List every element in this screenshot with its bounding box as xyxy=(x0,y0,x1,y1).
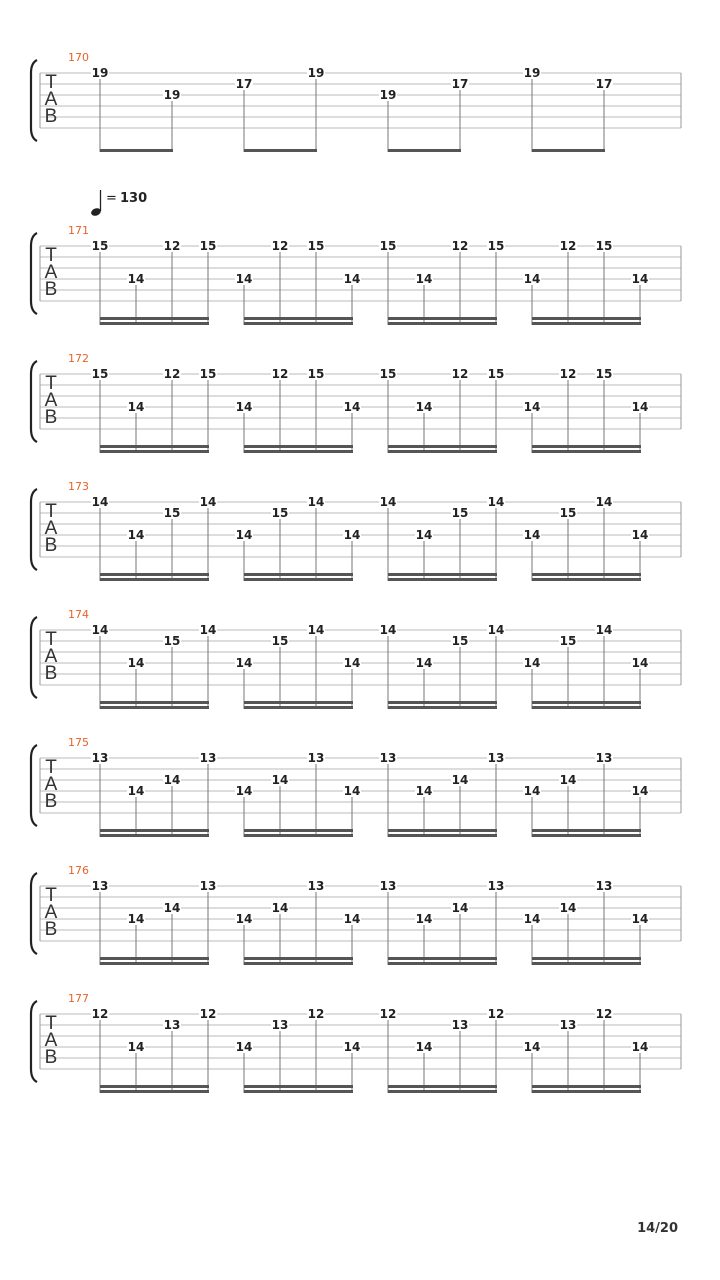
tab-clef-letter: T xyxy=(45,629,57,650)
fret-number: 14 xyxy=(379,495,397,509)
beam-primary xyxy=(244,149,317,152)
beam-primary xyxy=(388,149,461,152)
fret-number: 15 xyxy=(199,239,217,253)
fret-number: 14 xyxy=(235,784,253,798)
fret-number: 14 xyxy=(235,400,253,414)
fret-number: 13 xyxy=(91,751,109,765)
fret-number: 12 xyxy=(451,239,469,253)
fret-number: 13 xyxy=(307,751,325,765)
fret-number: 14 xyxy=(91,623,109,637)
measure-number: 175 xyxy=(68,736,89,749)
beam-secondary xyxy=(388,573,497,576)
fret-number: 14 xyxy=(343,272,361,286)
system-brace xyxy=(31,233,37,314)
fret-number: 15 xyxy=(451,506,469,520)
tab-clef-letter: A xyxy=(44,89,58,110)
fret-number: 14 xyxy=(631,400,649,414)
measure-number: 172 xyxy=(68,352,89,365)
tab-clef-letter: B xyxy=(44,1047,58,1068)
fret-number: 13 xyxy=(199,879,217,893)
fret-number: 12 xyxy=(163,367,181,381)
fret-number: 13 xyxy=(307,879,325,893)
fret-number: 14 xyxy=(127,784,145,798)
measure-number: 174 xyxy=(68,608,89,621)
fret-number: 14 xyxy=(127,528,145,542)
beam-primary xyxy=(388,834,497,837)
tab-clef-letter: B xyxy=(44,791,58,812)
fret-number: 14 xyxy=(343,656,361,670)
fret-number: 14 xyxy=(343,528,361,542)
fret-number: 13 xyxy=(199,751,217,765)
fret-number: 13 xyxy=(91,879,109,893)
fret-number: 12 xyxy=(91,1007,109,1021)
fret-number: 12 xyxy=(307,1007,325,1021)
fret-number: 14 xyxy=(559,901,577,915)
beam-primary xyxy=(100,149,173,152)
beam-primary xyxy=(532,1090,641,1093)
beam-secondary xyxy=(388,317,497,320)
fret-number: 14 xyxy=(487,495,505,509)
fret-number: 14 xyxy=(415,400,433,414)
beam-secondary xyxy=(244,445,353,448)
fret-number: 14 xyxy=(235,528,253,542)
fret-number: 12 xyxy=(559,239,577,253)
beam-primary xyxy=(244,1090,353,1093)
beam-primary xyxy=(100,322,209,325)
system-brace xyxy=(31,60,37,141)
fret-number: 12 xyxy=(451,367,469,381)
fret-number: 14 xyxy=(415,528,433,542)
fret-number: 19 xyxy=(307,66,325,80)
fret-number: 14 xyxy=(127,400,145,414)
beam-primary xyxy=(532,578,641,581)
fret-number: 14 xyxy=(235,912,253,926)
fret-number: 14 xyxy=(631,912,649,926)
beam-secondary xyxy=(100,317,209,320)
beam-secondary xyxy=(532,829,641,832)
beam-primary xyxy=(244,962,353,965)
fret-number: 17 xyxy=(595,77,613,91)
beam-primary xyxy=(388,706,497,709)
fret-number: 14 xyxy=(271,901,289,915)
fret-number: 14 xyxy=(487,623,505,637)
beam-primary xyxy=(532,962,641,965)
fret-number: 15 xyxy=(163,634,181,648)
fret-number: 14 xyxy=(235,272,253,286)
tab-clef-letter: T xyxy=(45,245,57,266)
fret-number: 14 xyxy=(235,656,253,670)
beam-secondary xyxy=(532,701,641,704)
tab-clef-letter: B xyxy=(44,279,58,300)
beam-secondary xyxy=(100,957,209,960)
beam-secondary xyxy=(532,573,641,576)
tab-clef-letter: A xyxy=(44,646,58,667)
fret-number: 19 xyxy=(163,88,181,102)
fret-number: 14 xyxy=(631,1040,649,1054)
fret-number: 14 xyxy=(415,1040,433,1054)
fret-number: 14 xyxy=(523,912,541,926)
fret-number: 15 xyxy=(163,506,181,520)
beam-primary xyxy=(388,578,497,581)
beam-secondary xyxy=(532,317,641,320)
fret-number: 14 xyxy=(163,773,181,787)
fret-number: 14 xyxy=(415,272,433,286)
fret-number: 13 xyxy=(595,751,613,765)
beam-primary xyxy=(244,578,353,581)
fret-number: 14 xyxy=(523,784,541,798)
fret-number: 14 xyxy=(523,272,541,286)
beam-primary xyxy=(532,450,641,453)
fret-number: 14 xyxy=(631,784,649,798)
tab-clef-letter: A xyxy=(44,390,58,411)
fret-number: 14 xyxy=(343,912,361,926)
fret-number: 14 xyxy=(127,912,145,926)
fret-number: 13 xyxy=(559,1018,577,1032)
fret-number: 12 xyxy=(163,239,181,253)
fret-number: 14 xyxy=(307,623,325,637)
beam-primary xyxy=(100,834,209,837)
fret-number: 15 xyxy=(487,367,505,381)
fret-number: 15 xyxy=(559,506,577,520)
tab-clef-letter: T xyxy=(45,757,57,778)
tab-clef-letter: A xyxy=(44,262,58,283)
measure-number: 170 xyxy=(68,51,89,64)
measure-number: 171 xyxy=(68,224,89,237)
beam-secondary xyxy=(244,573,353,576)
measure-number: 173 xyxy=(68,480,89,493)
fret-number: 14 xyxy=(595,495,613,509)
fret-number: 14 xyxy=(631,528,649,542)
beam-secondary xyxy=(532,445,641,448)
beam-primary xyxy=(388,1090,497,1093)
beam-primary xyxy=(532,834,641,837)
beam-primary xyxy=(100,962,209,965)
system-brace xyxy=(31,745,37,826)
tab-clef-letter: A xyxy=(44,1030,58,1051)
fret-number: 14 xyxy=(415,656,433,670)
fret-number: 14 xyxy=(379,623,397,637)
fret-number: 12 xyxy=(379,1007,397,1021)
beam-secondary xyxy=(388,1085,497,1088)
fret-number: 14 xyxy=(199,495,217,509)
fret-number: 12 xyxy=(487,1007,505,1021)
fret-number: 15 xyxy=(91,239,109,253)
fret-number: 19 xyxy=(379,88,397,102)
beam-secondary xyxy=(244,829,353,832)
tab-clef-letter: T xyxy=(45,72,57,93)
system-brace xyxy=(31,1001,37,1082)
beam-primary xyxy=(100,706,209,709)
tab-clef-letter: B xyxy=(44,535,58,556)
beam-primary xyxy=(100,450,209,453)
fret-number: 15 xyxy=(271,506,289,520)
fret-number: 15 xyxy=(271,634,289,648)
beam-primary xyxy=(532,322,641,325)
fret-number: 19 xyxy=(91,66,109,80)
beam-primary xyxy=(532,706,641,709)
fret-number: 14 xyxy=(523,656,541,670)
tab-clef-letter: A xyxy=(44,902,58,923)
fret-number: 14 xyxy=(271,773,289,787)
beam-primary xyxy=(244,322,353,325)
beam-secondary xyxy=(100,445,209,448)
fret-number: 13 xyxy=(451,1018,469,1032)
beam-secondary xyxy=(100,829,209,832)
fret-number: 15 xyxy=(199,367,217,381)
fret-number: 14 xyxy=(415,784,433,798)
beam-secondary xyxy=(532,1085,641,1088)
measure-number: 177 xyxy=(68,992,89,1005)
fret-number: 13 xyxy=(271,1018,289,1032)
fret-number: 15 xyxy=(379,367,397,381)
fret-number: 14 xyxy=(127,656,145,670)
fret-number: 13 xyxy=(487,879,505,893)
beam-secondary xyxy=(244,957,353,960)
beam-primary xyxy=(244,706,353,709)
tab-clef-letter: B xyxy=(44,663,58,684)
fret-number: 14 xyxy=(343,784,361,798)
fret-number: 13 xyxy=(379,751,397,765)
fret-number: 15 xyxy=(595,367,613,381)
beam-secondary xyxy=(100,701,209,704)
fret-number: 12 xyxy=(199,1007,217,1021)
beam-primary xyxy=(244,450,353,453)
fret-number: 13 xyxy=(163,1018,181,1032)
tab-clef-letter: T xyxy=(45,373,57,394)
tab-clef-letter: T xyxy=(45,885,57,906)
beam-secondary xyxy=(244,317,353,320)
measure-number: 176 xyxy=(68,864,89,877)
fret-number: 12 xyxy=(595,1007,613,1021)
beam-primary xyxy=(100,1090,209,1093)
system-brace xyxy=(31,489,37,570)
beam-secondary xyxy=(244,701,353,704)
beam-secondary xyxy=(388,829,497,832)
beam-secondary xyxy=(532,957,641,960)
fret-number: 14 xyxy=(415,912,433,926)
tab-clef-letter: A xyxy=(44,774,58,795)
fret-number: 19 xyxy=(523,66,541,80)
beam-secondary xyxy=(388,701,497,704)
fret-number: 14 xyxy=(127,1040,145,1054)
fret-number: 15 xyxy=(91,367,109,381)
fret-number: 12 xyxy=(271,367,289,381)
fret-number: 14 xyxy=(307,495,325,509)
fret-number: 14 xyxy=(451,773,469,787)
beam-secondary xyxy=(388,957,497,960)
fret-number: 15 xyxy=(595,239,613,253)
page-number: 14/20 xyxy=(637,1221,678,1236)
fret-number: 14 xyxy=(343,400,361,414)
tab-clef-letter: T xyxy=(45,1013,57,1034)
tab-clef-letter: T xyxy=(45,501,57,522)
fret-number: 15 xyxy=(379,239,397,253)
tab-clef-letter: B xyxy=(44,407,58,428)
fret-number: 14 xyxy=(523,400,541,414)
tab-clef-letter: A xyxy=(44,518,58,539)
system-brace xyxy=(31,617,37,698)
beam-secondary xyxy=(388,445,497,448)
beam-primary xyxy=(100,578,209,581)
fret-number: 15 xyxy=(307,239,325,253)
beam-secondary xyxy=(100,573,209,576)
fret-number: 14 xyxy=(127,272,145,286)
fret-number: 14 xyxy=(199,623,217,637)
beam-primary xyxy=(388,322,497,325)
fret-number: 13 xyxy=(595,879,613,893)
tab-clef-letter: B xyxy=(44,106,58,127)
beam-primary xyxy=(388,450,497,453)
fret-number: 14 xyxy=(631,272,649,286)
fret-number: 14 xyxy=(451,901,469,915)
fret-number: 12 xyxy=(271,239,289,253)
fret-number: 14 xyxy=(559,773,577,787)
fret-number: 17 xyxy=(235,77,253,91)
fret-number: 15 xyxy=(451,634,469,648)
fret-number: 13 xyxy=(487,751,505,765)
fret-number: 14 xyxy=(343,1040,361,1054)
fret-number: 12 xyxy=(559,367,577,381)
beam-primary xyxy=(244,834,353,837)
fret-number: 15 xyxy=(559,634,577,648)
beam-primary xyxy=(388,962,497,965)
fret-number: 15 xyxy=(307,367,325,381)
fret-number: 14 xyxy=(631,656,649,670)
fret-number: 14 xyxy=(91,495,109,509)
system-brace xyxy=(31,361,37,442)
beam-secondary xyxy=(244,1085,353,1088)
fret-number: 17 xyxy=(451,77,469,91)
tempo-equals: = xyxy=(106,191,117,206)
fret-number: 13 xyxy=(379,879,397,893)
fret-number: 14 xyxy=(595,623,613,637)
fret-number: 14 xyxy=(523,528,541,542)
system-brace xyxy=(31,873,37,954)
fret-number: 14 xyxy=(235,1040,253,1054)
tab-clef-letter: B xyxy=(44,919,58,940)
beam-secondary xyxy=(100,1085,209,1088)
fret-number: 15 xyxy=(487,239,505,253)
tempo-bpm: 130 xyxy=(120,191,148,206)
fret-number: 14 xyxy=(163,901,181,915)
fret-number: 14 xyxy=(523,1040,541,1054)
beam-primary xyxy=(532,149,605,152)
